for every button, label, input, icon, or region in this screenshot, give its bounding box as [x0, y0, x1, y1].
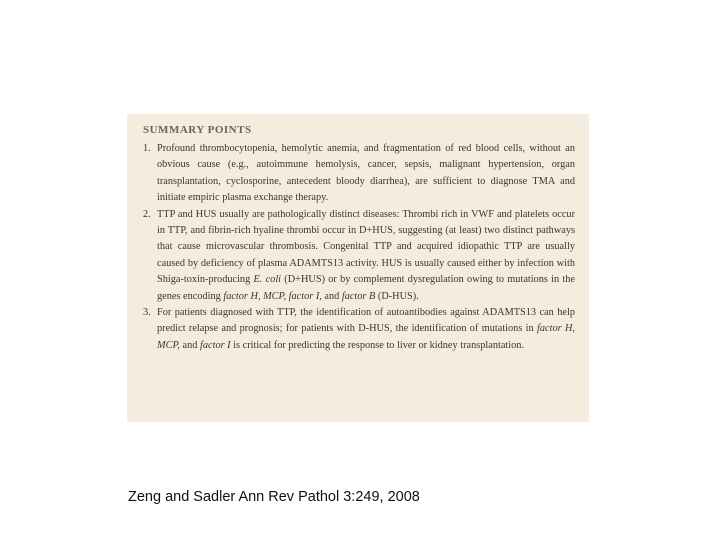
citation: Zeng and Sadler Ann Rev Pathol 3:249, 2008 — [128, 489, 420, 505]
point-text-segment: and — [179, 339, 200, 351]
point-text — [157, 305, 575, 354]
point-text-segment: and — [321, 290, 342, 302]
summary-points-list — [143, 141, 575, 354]
point-text-segment: is critical for predicting the response to liver or kidney transplantation. — [230, 339, 524, 351]
point-text — [157, 141, 575, 207]
point-text — [157, 207, 575, 305]
summary-point — [143, 305, 575, 354]
point-text-segment: (D-HUS). — [375, 290, 419, 302]
point-text-segment: TTP and HUS usually are pathologically distinct diseases: Thrombi rich in VWF and platelets occur in TTP, and fibrin-rich hyaline thrombi occur in D+HUS, suggesting (at least) two distinct pathways that cause microvascular thrombosis. Congenital TTP and acquired idiopathic TTP are usually caused by deficiency of plasma ADAMTS13 activity. HUS is usually caused either by infection with Shiga-toxin-producing — [157, 208, 575, 286]
point-number: 2. — [143, 208, 151, 220]
point-text-segment-italic: factor I — [200, 339, 231, 351]
point-text-segment: Profound thrombocytopenia, hemolytic anemia, and fragmentation of red blood cells, without an obvious cause (e.g., autoimmune hemolysis, cancer, sepsis, malignant hypertension, organ transplantation, cyclosporine, antecedent bloody diarrhea), are sufficient to diagnose TMA and initiate empiric plasma exchange therapy. — [157, 143, 575, 204]
point-text-segment: For patients diagnosed with TTP, the identification of autoantibodies against ADAMTS13 can help predict relapse and prognosis; for patients with D-HUS, the identification of mutations in — [157, 307, 575, 335]
summary-points-box — [127, 114, 589, 422]
point-text-segment-italic: E. coli — [253, 274, 282, 286]
point-text-segment-italic: factor B — [341, 290, 376, 302]
summary-point — [143, 141, 575, 207]
point-text-segment-italic: factor H, MCP, factor I, — [223, 290, 322, 302]
summary-point — [143, 207, 575, 305]
point-number: 3. — [143, 307, 151, 319]
point-text-segment-italic: factor H, MCP, — [157, 323, 575, 351]
summary-heading: SUMMARY POINTS — [143, 124, 252, 136]
point-number: 1. — [143, 143, 151, 154]
point-text-segment: (D+HUS) or by complement dysregulation owing to mutations in the genes encoding — [157, 274, 575, 302]
